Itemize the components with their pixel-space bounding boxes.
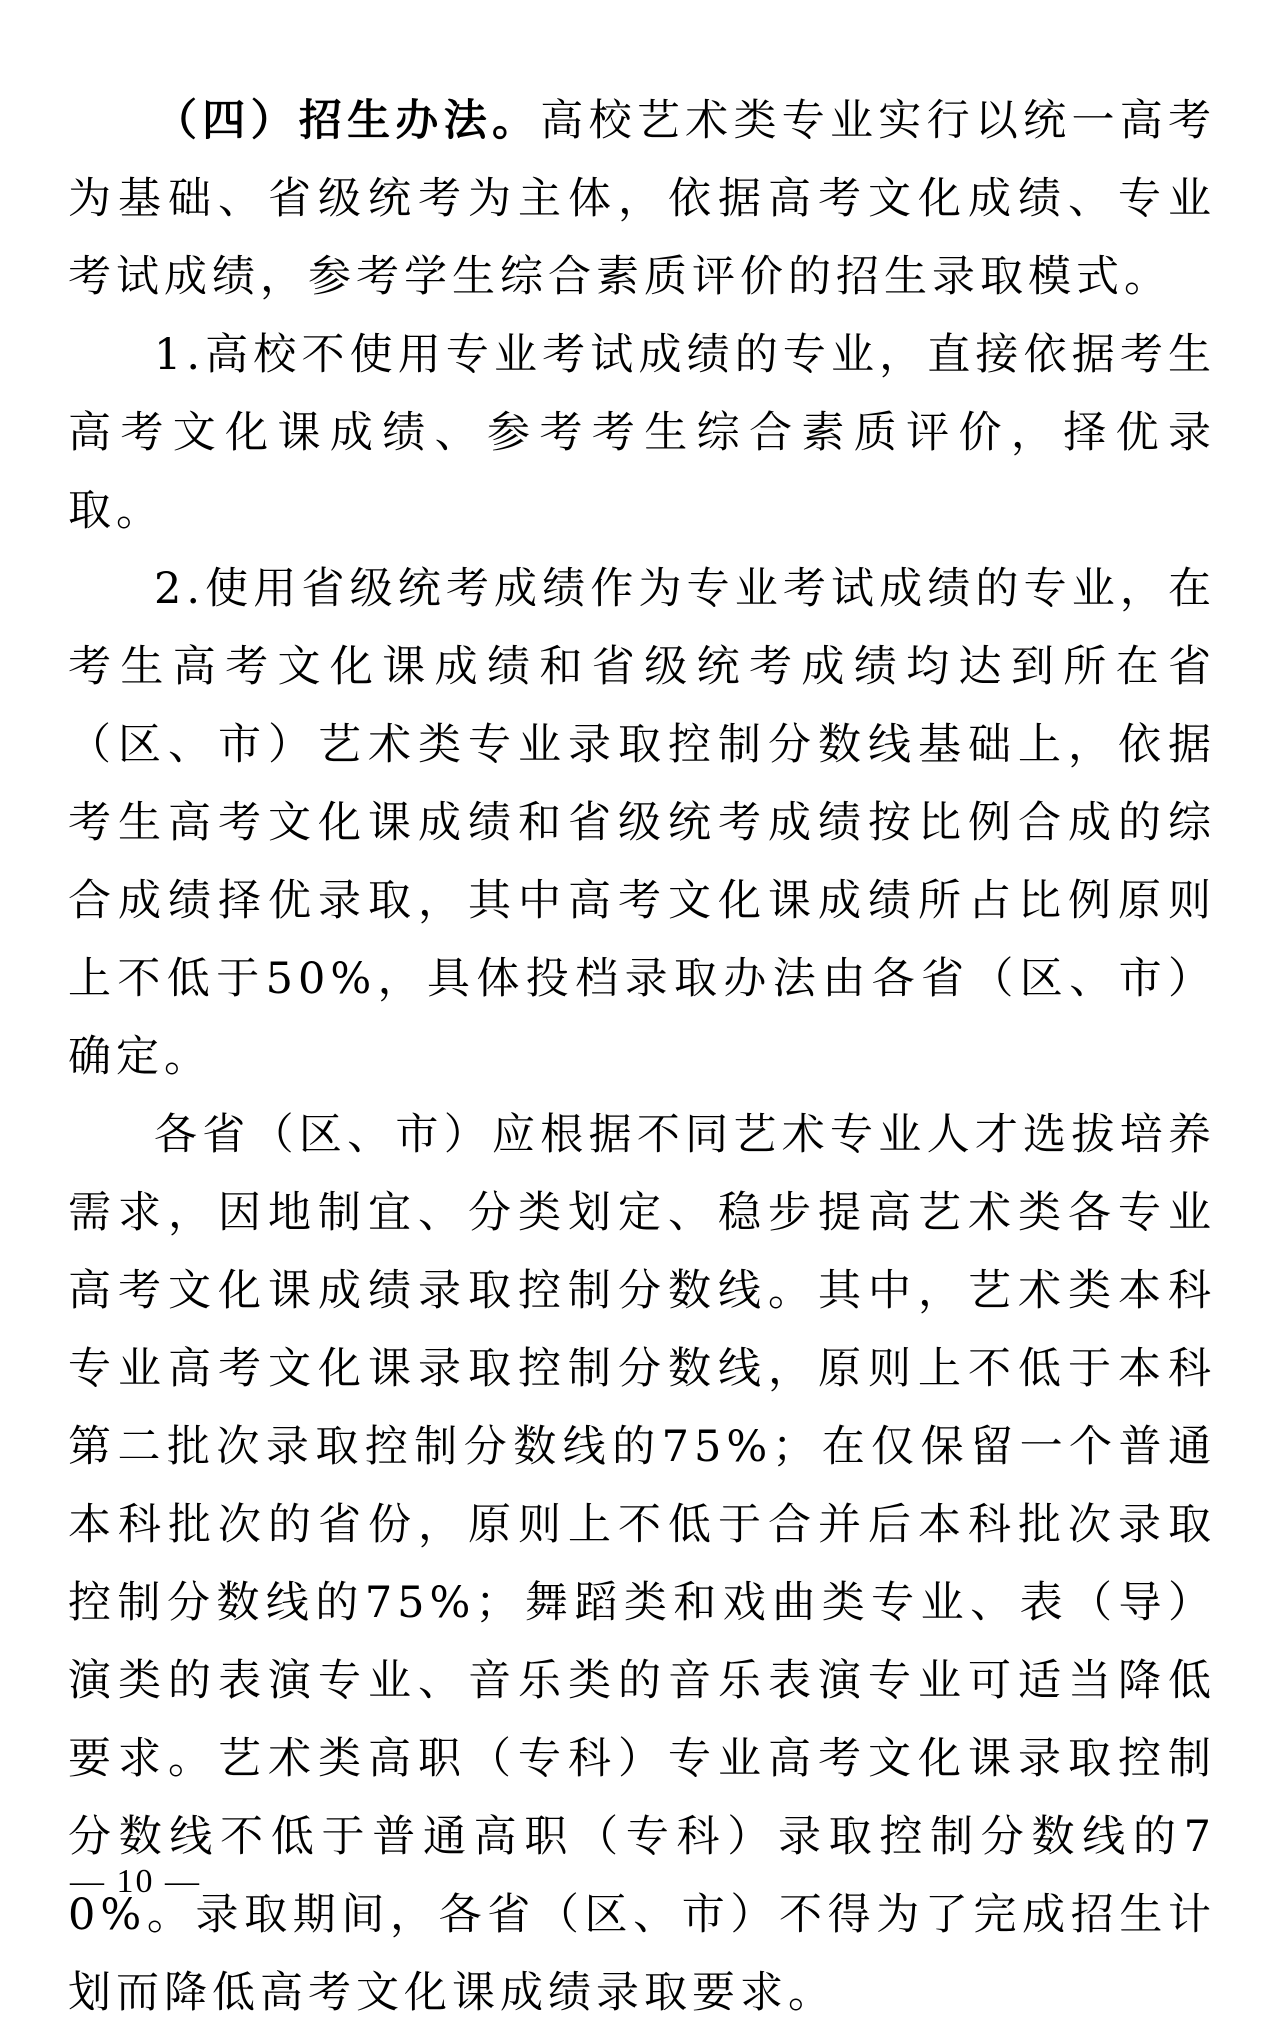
- paragraph-item-1: 1.高校不使用专业考试成绩的专业，直接依据考生高考文化课成绩、参考考生综合素质评价，择优录取。: [68, 330, 1216, 536]
- paragraph-text: 高校艺术类专业实行以统一高考为基础、省级统考为主体，依据高考文化成绩、专业考试成绩，参考学生综合素质评价的招生录取模式。: [68, 96, 1217, 302]
- section-heading: （四）招生办法。: [154, 96, 541, 146]
- page-number: — 10 —: [70, 1863, 201, 1900]
- paragraph-provincial-requirements: 各省（区、市）应根据不同艺术专业人才选拔培养需求，因地制宜、分类划定、稳步提高艺术类各专业高考文化课成绩录取控制分数线。其中，艺术类本科专业高考文化课录取控制分数线，原则上不低于本科第二批次录取控制分数线的75%；在仅保留一个普通本科批次的省份，原则上不低于合并后本科批次录取控制分数线的75%；舞蹈类和戏曲类专业、表（导）演类的表演专业、音乐类的音乐表演专业可适当降低要求。艺术类高职（专科）专业高考文化课录取控制分数线不低于普通高职（专科）录取控制分数线的70%。录取期间，各省（区、市）不得为了完成招生计划而降低高考文化课成绩录取要求。: [68, 1110, 1216, 2018]
- document-body: [68, 82, 1216, 2032]
- paragraph-admission-method: [68, 82, 1216, 316]
- paragraph-item-2: 2.使用省级统考成绩作为专业考试成绩的专业，在考生高考文化课成绩和省级统考成绩均达到所在省（区、市）艺术类专业录取控制分数线基础上，依据考生高考文化课成绩和省级统考成绩按比例合成的综合成绩择优录取，其中高考文化课成绩所占比例原则上不低于50%，具体投档录取办法由各省（区、市）确定。: [68, 564, 1216, 1082]
